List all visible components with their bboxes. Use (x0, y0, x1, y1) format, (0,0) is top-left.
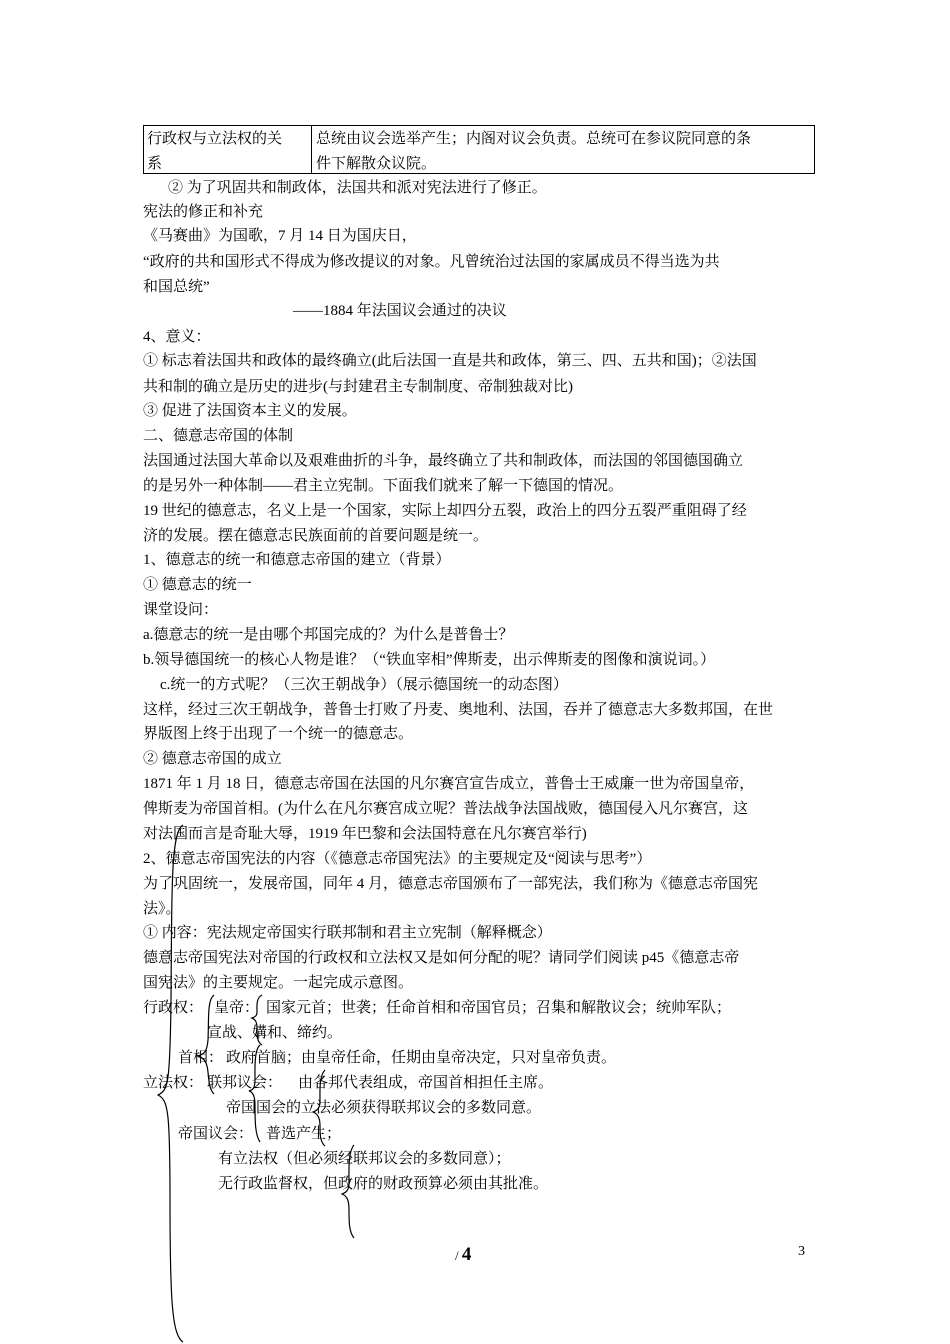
text-line: 俾斯麦为帝国首相。(为什么在凡尔赛宫成立呢？普法战争法国战败，德国侵入凡尔赛宫，这 (143, 801, 748, 817)
emperor-powers-1: 国家元首；世袭；任命首相和帝国官员；召集和解散议会；统帅军队； (266, 1000, 732, 1016)
text-line: ② 德意志帝国的成立 (143, 751, 282, 767)
section-heading: 二、德意志帝国的体制 (143, 428, 294, 444)
text-line: ① 标志着法国共和政体的最终确立(此后法国一直是共和政体，第三、四、五共和国)；②法国 (143, 353, 757, 369)
reichstag-line-1: 普选产生； (266, 1126, 342, 1142)
total-pages: 4 (461, 1244, 472, 1265)
section-heading: 4、意义： (143, 329, 211, 345)
text-line: 1871 年 1 月 18 日，德意志帝国在法国的凡尔赛宫宣告成立，普鲁士王威廉一世为帝国皇帝， (143, 776, 755, 792)
question-line: a.德意志的统一是由哪个邦国完成的？为什么是普鲁士？ (143, 627, 514, 643)
quote-line: “政府的共和国形式不得成为修改提议的对象。凡曾统治过法国的家属成员不得当选为共 (143, 254, 720, 270)
page-total (455, 1244, 471, 1266)
text-line: 对法国而言是奇耻大辱，1919 年巴黎和会法国特意在凡尔赛宫举行) (143, 826, 587, 842)
text-line: ② 为了巩固共和制政体，法国共和派对宪法进行了修正。 (168, 180, 547, 196)
reichstag-line-2: 有立法权（但必须经联邦议会的多数同意）； (218, 1151, 511, 1167)
text-line: 这样，经过三次王朝战争，普鲁士打败了丹麦、奥地利、法国，吞并了德意志大多数邦国，在世 (143, 702, 774, 718)
quote-line: 和国总统” (143, 279, 210, 295)
section-heading: 1、德意志的统一和德意志帝国的建立（背景） (143, 552, 451, 568)
question-line: c.统一的方式呢？（三次王朝战争）（展示德国统一的动态图） (160, 677, 568, 693)
chancellor-powers: 政府首脑；由皇帝任命，任期由皇帝决定，只对皇帝负责。 (226, 1050, 617, 1066)
emperor-brace (252, 995, 262, 1045)
table-header-line1: 行政权与立法权的关 (147, 131, 283, 147)
text-line: 德意志帝国宪法对帝国的行政权和立法权又是如何分配的呢？请同学们阅读 p45《德意志帝 (143, 950, 740, 966)
text-line: 界版图上终于出现了一个统一的德意志。 (143, 726, 414, 742)
text-line: 的是另外一种体制——君主立宪制。下面我们就来了解一下德国的情况。 (143, 478, 624, 494)
text-line: 《马赛曲》为国歌，7 月 14 日为国庆日， (143, 228, 417, 244)
legislative-label: 立法权： (143, 1075, 204, 1091)
chancellor-brace (249, 1045, 260, 1142)
text-line: ① 内容：宪法规定帝国实行联邦制和君主立宪制（解释概念） (143, 925, 552, 941)
text-line: 法国通过法国大革命以及艰难曲折的斗争，最终确立了共和制政体，而法国的邻国德国确立 (143, 453, 744, 469)
text-line: 法》。 (143, 901, 181, 917)
reichstag-line-3: 无行政监督权，但政府的财政预算必须由其批准。 (218, 1176, 549, 1192)
text-line: 国宪法》的主要规定。一起完成示意图。 (143, 975, 414, 991)
text-line: ① 德意志的统一 (143, 577, 252, 593)
bundesrat-line-2: 帝国国会的立法必须获得联邦议会的多数同意。 (226, 1100, 542, 1116)
page-number: 3 (798, 1244, 805, 1259)
section-heading: 2、德意志帝国宪法的内容（《德意志帝国宪法》的主要规定及“阅读与思考”） (143, 851, 652, 867)
table-content-line1: 总统由议会选举产生；内阁对议会负责。总统可在参议院同意的条 (316, 131, 752, 147)
executive-brace (198, 995, 214, 1094)
outer-brace (158, 825, 183, 1342)
table-header-line2: 系 (147, 156, 163, 172)
bundesrat-brace (313, 1070, 325, 1146)
text-line: ③ 促进了法国资本主义的发展。 (143, 403, 357, 419)
bundesrat-label: 联邦议会： (207, 1075, 283, 1091)
executive-label: 行政权： (143, 1000, 204, 1016)
text-line: 课堂设问： (143, 602, 219, 618)
emperor-powers-2: 宣战、媾和、缔约。 (207, 1025, 343, 1041)
bundesrat-line-1: 由各邦代表组成，帝国首相担任主席。 (298, 1075, 554, 1091)
section-heading: 宪法的修正和补充 (143, 204, 264, 220)
text-line: 19 世纪的德意志，名义上是一个国家，实际上却四分五裂，政治上的四分五裂严重阻碍了经 (143, 503, 747, 519)
text-line: 共和制的确立是历史的进步(与封建君主专制制度、帝制独裁对比) (143, 379, 573, 395)
text-line: 济的发展。摆在德意志民族面前的首要问题是统一。 (143, 528, 489, 544)
emperor-label: 皇帝： (214, 1000, 260, 1016)
chancellor-label: 首相： (178, 1050, 224, 1066)
page-slash: / (455, 1248, 459, 1263)
quote-source: ——1884 年法国议会通过的决议 (293, 303, 507, 319)
text-line: 为了巩固统一，发展帝国，同年 4 月，德意志帝国颁布了一部宪法，我们称为《德意志帝国宪 (143, 876, 759, 892)
reichstag-brace (342, 1145, 354, 1238)
table-content-line2: 件下解散众议院。 (316, 156, 437, 172)
reichstag-label: 帝国议会： (178, 1126, 254, 1142)
question-line: b.领导德国统一的核心人物是谁？（“铁血宰相”俾斯麦，出示俾斯麦的图像和演说词。） (143, 652, 716, 668)
